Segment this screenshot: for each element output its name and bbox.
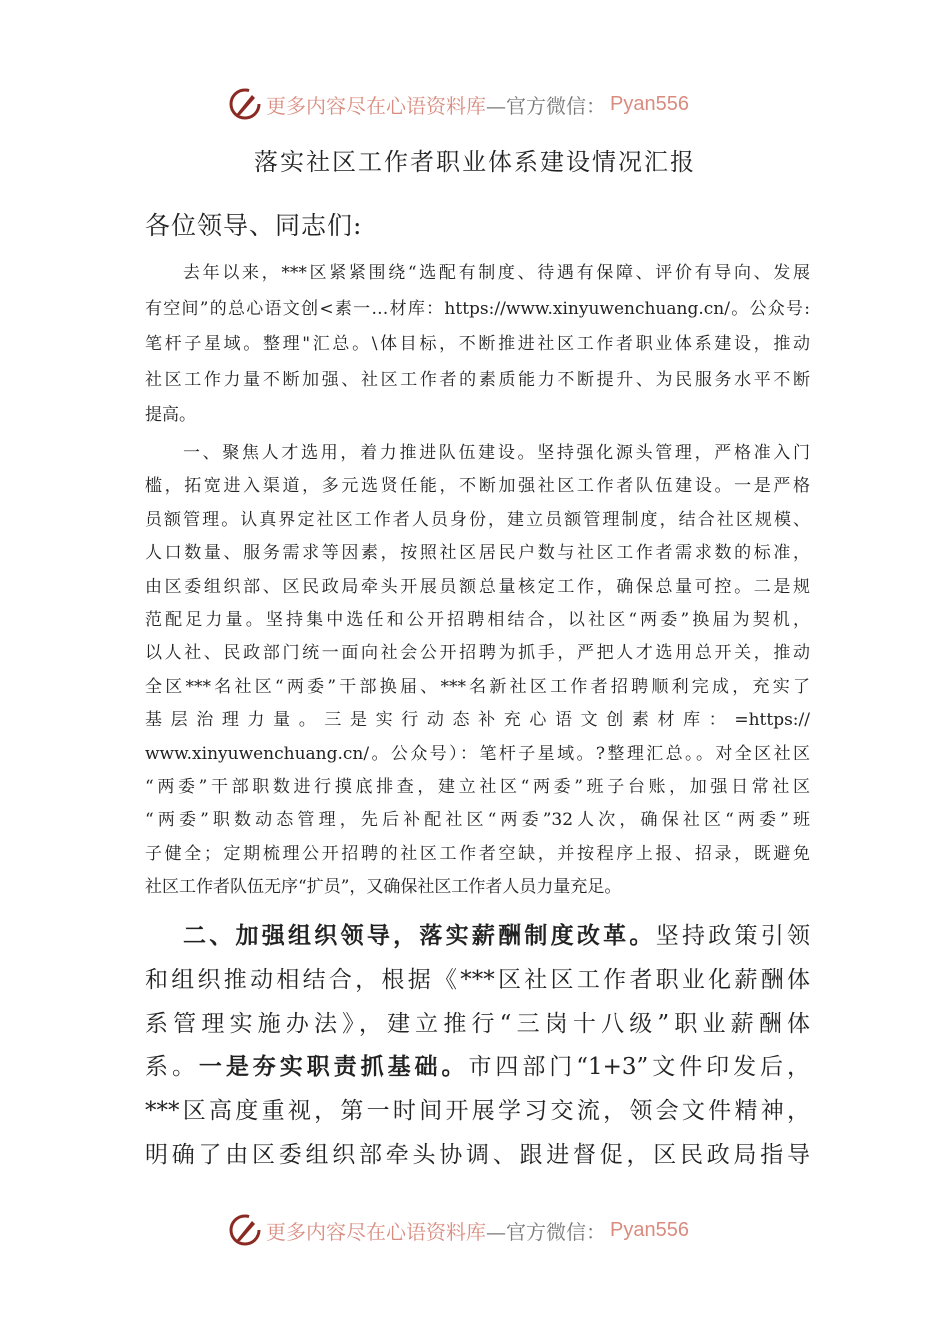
text-line: www.xinyuwenchuang.cn/。公众号）：笔杆子星域。?整理汇总。。对全区社区 <box>145 743 810 764</box>
text-line: 社区工作力量不断加强、社区工作者的素质能力不断提升、为民服务水平不断 <box>145 369 810 390</box>
text-line: “两委”职数动态管理，先后补配社区“两委”32人次，确保社区“两委”班 <box>145 810 810 831</box>
text-line: ***区高度重视，第一时间开展学习交流，领会文件精神， <box>145 1098 810 1125</box>
text-line: 以人社、民政部门统一面向社会公开招聘为抓手，严把人才选用总开关，推动 <box>145 643 810 664</box>
subheading: 一是夯实职责抓基础。 <box>198 1053 469 1081</box>
text-line: 基层治理力量。三是实行动态补充心语文创素材库：=https:// <box>145 710 810 731</box>
text-line: 范配足力量。坚持集中选任和公开招聘相结合，以社区“两委”换届为契机， <box>145 609 810 630</box>
quill-logo-icon <box>228 1213 262 1247</box>
text-line: 槛，拓宽进入渠道，多元选贤任能，不断加强社区工作者队伍建设。一是严格 <box>145 476 810 497</box>
watermark-wechat-label: —官方微信： <box>486 1219 606 1244</box>
text-line: 提高。 <box>145 405 196 425</box>
text-line: 人口数量、服务需求等因素，按照社区居民户数与社区工作者需求数的标准， <box>145 543 810 564</box>
document-title: 落实社区工作者职业体系建设情况汇报 <box>254 148 696 176</box>
text-span: 系。 <box>145 1054 199 1081</box>
header-watermark <box>228 84 689 124</box>
watermark-text: 更多内容尽在心语资料库 <box>266 93 486 118</box>
paragraph-intro <box>145 258 810 436</box>
section-heading: 二、加强组织领导，落实薪酬制度改革。 <box>183 922 656 949</box>
text-line: 员额管理。认真界定社区工作者人员身份，建立员额管理制度，结合社区规模、 <box>145 509 810 530</box>
text-line: 去年以来，***区紧紧围绕“选配有制度、待遇有保障、评价有导向、发展 <box>183 263 810 283</box>
text-line: 全区***名社区“两委”干部换届、***名新社区工作者招聘顺利完成，充实了 <box>145 676 810 697</box>
text-line: 由区委组织部、区民政局牵头开展员额总量核定工作，确保总量可控。二是规 <box>145 576 810 597</box>
paragraph-section-2 <box>145 918 810 1181</box>
watermark-text: 更多内容尽在心语资料库 <box>266 1219 486 1244</box>
greeting: 各位领导、同志们: <box>145 211 363 240</box>
text-line: 明确了由区委组织部牵头协调、跟进督促，区民政局指导 <box>145 1141 810 1168</box>
text-line: 有空间”的总心语文创<素一…材库：https://www.xinyuwenchuang.cn/。公众号: <box>145 298 810 319</box>
watermark-wechat-id: Pyan556 <box>610 92 689 115</box>
watermark-wechat-id: Pyan556 <box>610 1218 689 1241</box>
text-line: “两委”干部职数进行摸底排查，建立社区“两委”班子台账，加强日常社区 <box>145 776 810 797</box>
text-line: 系管理实施办法》，建立推行“三岗十八级”职业薪酬体 <box>145 1010 810 1037</box>
text-span: 市四部门“1+3”文件印发后， <box>468 1054 811 1081</box>
text-line <box>145 918 810 962</box>
text-line: 和组织推动相结合，根据《***区社区工作者职业化薪酬体 <box>145 966 810 993</box>
text-span: 坚持政策引领 <box>655 923 811 949</box>
text-line: 笔杆子星域。整理"汇总。\体目标，不断推进社区工作者职业体系建设，推动 <box>145 334 810 354</box>
text-line <box>145 1049 810 1093</box>
text-line: 社区工作者队伍无序“扩员”，又确保社区工作者人员力量充足。 <box>145 877 622 898</box>
text-line: 子健全；定期梳理公开招聘的社区工作者空缺，并按程序上报、招录，既避免 <box>145 843 810 864</box>
text-line: 一、聚焦人才选用，着力推进队伍建设。坚持强化源头管理，严格准入门 <box>183 443 810 463</box>
watermark-wechat-label: —官方微信： <box>486 93 606 118</box>
footer-watermark <box>228 1210 689 1250</box>
quill-logo-icon <box>228 87 262 121</box>
paragraph-section-1 <box>145 438 810 905</box>
